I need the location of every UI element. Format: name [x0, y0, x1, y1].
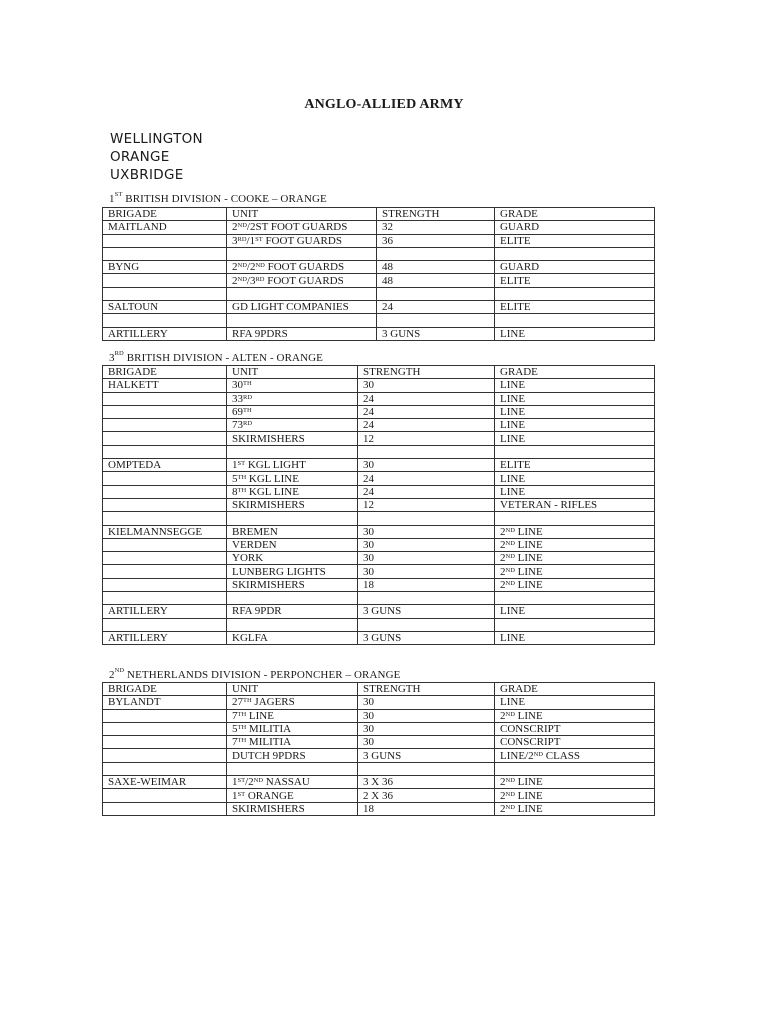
column-header: BRIGADE	[103, 208, 227, 221]
strength-cell: 30	[358, 525, 495, 538]
brigade-cell	[103, 538, 227, 551]
table-row	[103, 578, 655, 591]
table-row	[103, 432, 655, 445]
unit-cell: SKIRMISHERS	[227, 578, 358, 591]
table-row	[103, 696, 655, 709]
strength-cell: 3 GUNS	[377, 327, 495, 340]
brigade-cell	[103, 314, 227, 327]
table-row	[103, 221, 655, 234]
brigade-cell	[103, 472, 227, 485]
ordinal-suffix: TH	[237, 710, 247, 718]
table-row	[103, 379, 655, 392]
column-header: GRADE	[495, 208, 655, 221]
division-number: 1	[109, 193, 115, 205]
grade-cell: ELITE	[495, 459, 655, 472]
division-heading	[109, 669, 400, 681]
strength-cell: 3 GUNS	[358, 749, 495, 762]
unit-cell: 2ND/2ND FOOT GUARDS	[227, 261, 377, 274]
strength-cell: 3 GUNS	[358, 631, 495, 644]
table-row	[103, 392, 655, 405]
brigade-cell: MAITLAND	[103, 221, 227, 234]
unit-cell: SKIRMISHERS	[227, 432, 358, 445]
brigade-cell: BYNG	[103, 261, 227, 274]
strength-cell	[358, 592, 495, 605]
strength-cell: 24	[358, 405, 495, 418]
commander-name: WELLINGTON	[110, 131, 203, 147]
unit-cell	[227, 512, 358, 525]
grade-cell: GUARD	[495, 221, 655, 234]
strength-cell	[358, 445, 495, 458]
brigade-cell	[103, 234, 227, 247]
table-row	[103, 274, 655, 287]
unit-cell: LUNBERG LIGHTS	[227, 565, 358, 578]
column-header: UNIT	[227, 208, 377, 221]
brigade-cell: ARTILLERY	[103, 631, 227, 644]
ordinal-suffix: ND	[505, 553, 515, 561]
strength-cell	[377, 314, 495, 327]
ordinal-suffix: ND	[505, 777, 515, 785]
table-row	[103, 592, 655, 605]
ordinal-suffix: ST	[237, 777, 246, 785]
grade-cell: LINE	[495, 485, 655, 498]
table-row	[103, 749, 655, 762]
column-header: GRADE	[495, 683, 655, 696]
strength-cell: 24	[358, 392, 495, 405]
column-header: GRADE	[495, 366, 655, 379]
table-row	[103, 445, 655, 458]
grade-cell: 2ND LINE	[495, 776, 655, 789]
ordinal-suffix: ND	[505, 540, 515, 547]
brigade-cell	[103, 445, 227, 458]
brigade-cell: SALTOUN	[103, 301, 227, 314]
ordinal-suffix: TH	[237, 724, 247, 732]
unit-cell: 30TH	[227, 379, 358, 392]
grade-cell: LINE	[495, 379, 655, 392]
unit-cell: YORK	[227, 552, 358, 565]
brigade-cell	[103, 287, 227, 300]
ordinal-suffix: ND	[505, 710, 515, 718]
table-row	[103, 631, 655, 644]
brigade-cell	[103, 578, 227, 591]
strength-cell: 12	[358, 432, 495, 445]
grade-cell: LINE	[495, 631, 655, 644]
table-row	[103, 802, 655, 815]
brigade-cell: SAXE-WEIMAR	[103, 776, 227, 789]
ordinal-suffix: RD	[255, 275, 265, 283]
strength-cell: 24	[377, 301, 495, 314]
brigade-cell: ARTILLERY	[103, 605, 227, 618]
unit-cell: 33RD	[227, 392, 358, 405]
unit-cell	[227, 287, 377, 300]
brigade-cell	[103, 762, 227, 775]
table-row	[103, 618, 655, 631]
ordinal-suffix: ND	[505, 526, 515, 534]
strength-cell: 48	[377, 261, 495, 274]
grade-cell: 2ND LINE	[495, 578, 655, 591]
brigade-cell	[103, 485, 227, 498]
ordinal-suffix: ST	[255, 235, 263, 243]
unit-cell: DUTCH 9PDRS	[227, 749, 358, 762]
brigade-cell: OMPTEDA	[103, 459, 227, 472]
ordinal-suffix: ND	[237, 262, 247, 270]
ordinal-suffix: ST	[237, 790, 246, 798]
table-row	[103, 512, 655, 525]
table-row	[103, 709, 655, 722]
strength-cell: 18	[358, 802, 495, 815]
ordinal-suffix: TH	[243, 697, 252, 705]
grade-cell: ELITE	[495, 301, 655, 314]
ordinal-suffix: ND	[237, 275, 247, 283]
grade-cell	[495, 314, 655, 327]
brigade-cell	[103, 498, 227, 511]
division-title: BRITISH DIVISION - COOKE – ORANGE	[122, 193, 327, 205]
strength-cell: 30	[358, 552, 495, 565]
strength-cell: 24	[358, 485, 495, 498]
table-header-row	[103, 366, 655, 379]
grade-cell: LINE	[495, 696, 655, 709]
grade-cell	[495, 512, 655, 525]
column-header: UNIT	[227, 366, 358, 379]
grade-cell	[495, 287, 655, 300]
strength-cell: 2 X 36	[358, 789, 495, 802]
commander-name: UXBRIDGE	[110, 167, 184, 183]
unit-cell: 27TH JAGERS	[227, 696, 358, 709]
unit-cell: SKIRMISHERS	[227, 498, 358, 511]
grade-cell: 2ND LINE	[495, 538, 655, 551]
unit-cell: 5TH MILITIA	[227, 722, 358, 735]
grade-cell: LINE	[495, 605, 655, 618]
unit-cell	[227, 762, 358, 775]
strength-cell: 24	[358, 419, 495, 432]
brigade-cell	[103, 512, 227, 525]
column-header: BRIGADE	[103, 366, 227, 379]
brigade-cell: HALKETT	[103, 379, 227, 392]
brigade-cell: KIELMANNSEGGE	[103, 525, 227, 538]
table-row	[103, 565, 655, 578]
table-row	[103, 538, 655, 551]
ordinal-suffix: ST	[114, 191, 123, 198]
grade-cell	[495, 247, 655, 260]
grade-cell	[495, 592, 655, 605]
unit-cell: 7TH MILITIA	[227, 736, 358, 749]
grade-cell: LINE	[495, 432, 655, 445]
unit-cell	[227, 592, 358, 605]
grade-cell: 2ND LINE	[495, 552, 655, 565]
unit-cell: BREMEN	[227, 525, 358, 538]
division-title: NETHERLANDS DIVISION - PERPONCHER – ORANGE	[124, 669, 401, 681]
grade-cell: LINE	[495, 472, 655, 485]
table-row	[103, 762, 655, 775]
brigade-cell: BYLANDT	[103, 696, 227, 709]
division-title: BRITISH DIVISION - ALTEN - ORANGE	[123, 352, 323, 364]
table-row	[103, 247, 655, 260]
grade-cell: ELITE	[495, 234, 655, 247]
table-row	[103, 525, 655, 538]
unit-cell: 1ST/2ND NASSAU	[227, 776, 358, 789]
unit-cell: 2ND/3RD FOOT GUARDS	[227, 274, 377, 287]
ordinal-suffix: ND	[505, 790, 515, 798]
table-row	[103, 234, 655, 247]
strength-cell: 30	[358, 709, 495, 722]
page-title: ANGLO-ALLIED ARMY	[304, 97, 464, 112]
division-number: 2	[109, 669, 115, 681]
unit-cell: 73RD	[227, 419, 358, 432]
column-header: UNIT	[227, 683, 358, 696]
strength-cell: 30	[358, 722, 495, 735]
unit-cell	[227, 247, 377, 260]
brigade-cell	[103, 749, 227, 762]
strength-cell: 30	[358, 565, 495, 578]
ordinal-suffix: RD	[243, 393, 253, 401]
brigade-cell	[103, 789, 227, 802]
table-row	[103, 498, 655, 511]
division-number: 3	[109, 352, 115, 364]
ordinal-suffix: RD	[114, 350, 124, 357]
grade-cell: CONSCRIPT	[495, 722, 655, 735]
column-header: STRENGTH	[358, 366, 495, 379]
ordinal-suffix: ND	[255, 262, 265, 270]
unit-cell: 7TH LINE	[227, 709, 358, 722]
table-row	[103, 552, 655, 565]
table-header-row	[103, 208, 655, 221]
brigade-cell	[103, 392, 227, 405]
brigade-cell	[103, 736, 227, 749]
table-row	[103, 327, 655, 340]
brigade-cell	[103, 274, 227, 287]
strength-cell: 48	[377, 274, 495, 287]
strength-cell: 30	[358, 538, 495, 551]
brigade-cell	[103, 405, 227, 418]
table-row	[103, 419, 655, 432]
brigade-cell	[103, 552, 227, 565]
grade-cell: 2ND LINE	[495, 802, 655, 815]
table-row	[103, 789, 655, 802]
ordinal-suffix: ND	[533, 750, 543, 758]
brigade-cell	[103, 565, 227, 578]
strength-cell	[358, 618, 495, 631]
strength-cell	[358, 762, 495, 775]
grade-cell: LINE	[495, 392, 655, 405]
grade-cell: VETERAN - RIFLES	[495, 498, 655, 511]
ordinal-suffix: ND	[253, 777, 264, 785]
brigade-cell	[103, 618, 227, 631]
brigade-cell	[103, 802, 227, 815]
commander-list	[110, 130, 203, 184]
grade-cell: GUARD	[495, 261, 655, 274]
division-heading	[109, 352, 323, 364]
ordinal-suffix: RD	[237, 235, 247, 243]
grade-cell: 2ND LINE	[495, 525, 655, 538]
unit-cell: 3RD/1ST FOOT GUARDS	[227, 234, 377, 247]
brigade-cell	[103, 709, 227, 722]
ordinal-suffix: ST	[237, 460, 246, 468]
unit-cell	[227, 445, 358, 458]
division-heading	[109, 193, 327, 205]
column-header: STRENGTH	[358, 683, 495, 696]
unit-cell: 2ND/2ST FOOT GUARDS	[227, 221, 377, 234]
ordinal-suffix: ND	[505, 803, 515, 811]
unit-cell: SKIRMISHERS	[227, 802, 358, 815]
strength-cell: 24	[358, 472, 495, 485]
grade-cell: 2ND LINE	[495, 789, 655, 802]
ordinal-suffix: TH	[243, 380, 252, 388]
unit-cell: RFA 9PDRS	[227, 327, 377, 340]
strength-cell	[377, 287, 495, 300]
strength-cell: 12	[358, 498, 495, 511]
unit-cell: VERDEN	[227, 538, 358, 551]
ordinal-suffix: TH	[237, 737, 247, 745]
strength-cell: 3 X 36	[358, 776, 495, 789]
column-header: STRENGTH	[377, 208, 495, 221]
division-table	[102, 365, 655, 645]
division-table	[102, 682, 655, 816]
strength-cell: 18	[358, 578, 495, 591]
brigade-cell	[103, 432, 227, 445]
table-row	[103, 405, 655, 418]
unit-cell	[227, 618, 358, 631]
strength-cell	[377, 247, 495, 260]
table-row	[103, 459, 655, 472]
grade-cell	[495, 618, 655, 631]
strength-cell: 30	[358, 459, 495, 472]
strength-cell: 32	[377, 221, 495, 234]
table-row	[103, 485, 655, 498]
ordinal-suffix: ND	[505, 566, 515, 574]
brigade-cell	[103, 592, 227, 605]
table-row	[103, 261, 655, 274]
ordinal-suffix: TH	[237, 486, 247, 494]
ordinal-suffix: RD	[243, 420, 253, 428]
table-row	[103, 736, 655, 749]
brigade-cell	[103, 722, 227, 735]
strength-cell: 30	[358, 379, 495, 392]
table-row	[103, 722, 655, 735]
commander-name: ORANGE	[110, 149, 170, 165]
brigade-cell	[103, 419, 227, 432]
ordinal-suffix: TH	[243, 407, 252, 415]
table-header-row	[103, 683, 655, 696]
brigade-cell	[103, 247, 227, 260]
table-row	[103, 776, 655, 789]
strength-cell	[358, 512, 495, 525]
division-table	[102, 207, 655, 341]
table-row	[103, 472, 655, 485]
strength-cell: 30	[358, 736, 495, 749]
ordinal-suffix: TH	[237, 473, 247, 481]
grade-cell: LINE	[495, 419, 655, 432]
unit-cell	[227, 314, 377, 327]
strength-cell: 30	[358, 696, 495, 709]
unit-cell: KGLFA	[227, 631, 358, 644]
unit-cell: RFA 9PDR	[227, 605, 358, 618]
grade-cell: LINE	[495, 405, 655, 418]
column-header: BRIGADE	[103, 683, 227, 696]
unit-cell: 1ST KGL LIGHT	[227, 459, 358, 472]
grade-cell: 2ND LINE	[495, 565, 655, 578]
unit-cell: GD LIGHT COMPANIES	[227, 301, 377, 314]
unit-cell: 5TH KGL LINE	[227, 472, 358, 485]
strength-cell: 3 GUNS	[358, 605, 495, 618]
table-row	[103, 287, 655, 300]
table-row	[103, 314, 655, 327]
grade-cell: LINE	[495, 327, 655, 340]
unit-cell: 1ST ORANGE	[227, 789, 358, 802]
brigade-cell: ARTILLERY	[103, 327, 227, 340]
grade-cell: CONSCRIPT	[495, 736, 655, 749]
table-row	[103, 605, 655, 618]
ordinal-suffix: ND	[237, 222, 247, 230]
grade-cell: 2ND LINE	[495, 709, 655, 722]
ordinal-suffix: ND	[505, 579, 515, 587]
unit-cell: 69TH	[227, 405, 358, 418]
grade-cell	[495, 445, 655, 458]
strength-cell: 36	[377, 234, 495, 247]
grade-cell	[495, 762, 655, 775]
ordinal-suffix: ND	[114, 667, 125, 674]
grade-cell: ELITE	[495, 274, 655, 287]
grade-cell: LINE/2ND CLASS	[495, 749, 655, 762]
table-row	[103, 301, 655, 314]
unit-cell: 8TH KGL LINE	[227, 485, 358, 498]
